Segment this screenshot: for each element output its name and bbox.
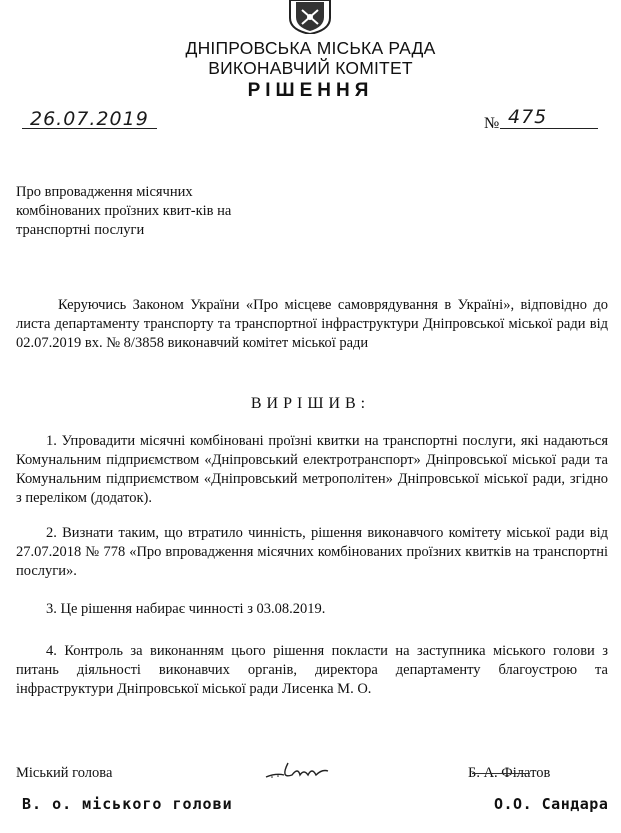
acting-mayor-name-stamp: О.О. Сандара [494, 795, 609, 813]
number-underline [500, 128, 598, 129]
decision-item-2: 2. Визнати таким, що втратило чинність, рішення виконавчого комітету міської ради від 27.07.2018 № 778 «Про впровадження місячних комбінованих проїзних квитків на транспортні послуги». [16, 525, 608, 579]
number-label: № [484, 115, 500, 132]
decision-item-4: 4. Контроль за виконанням цього рішення покласти на заступника міського голови з питань діяльності виконавчих органів, директора департаменту благоустрою та інфраструктури Дніпровської міської ради Лисенка М. О. [16, 643, 608, 697]
committee-name: ВИКОНАВЧИЙ КОМІТЕТ [208, 58, 413, 78]
decision-item-1: 1. Упровадити місячні комбіновані проїзні квитки на транспортні послуги, які надаються Комунальним підприємством «Дніпровський електротранспорт» Дніпровської міської ради та Комунальним підприємством «Дніпровський метрополітен» Дніпровської міської ради, згідно з переліком (додаток). [16, 433, 608, 506]
decided-heading: ВИРІШИВ: [250, 395, 371, 412]
decision-number: 475 [508, 106, 548, 128]
council-name: ДНІПРОВСЬКА МІСЬКА РАДА [185, 38, 436, 58]
handwritten-signature [262, 755, 342, 785]
acting-mayor-stamp: В. о. міського голови [22, 795, 233, 813]
signatory-name: Б. А. Філатов [468, 765, 551, 781]
name-strike-line [472, 773, 530, 774]
decision-item-3: 3. Це рішення набирає чинності з 03.08.2019. [46, 601, 326, 617]
decision-subject: Про впровадження місячних комбінованих проїзних квит-ків на транспортні послуги [16, 184, 232, 238]
document-title: РІШЕННЯ [247, 80, 374, 101]
signatory-role: Міський голова [16, 765, 113, 781]
preamble-paragraph: Керуючись Законом України «Про місцеве самоврядування в Україні», відповідно до листа департаменту транспорту та транспортної інфраструктури Дніпровської міської ради від 02.07.2019 вх. № 8/3858 виконавчий комітет міської ради [16, 297, 608, 351]
coat-of-arms-icon [284, 0, 336, 34]
date-underline [22, 128, 157, 129]
decision-date: 26.07.2019 [30, 108, 149, 130]
